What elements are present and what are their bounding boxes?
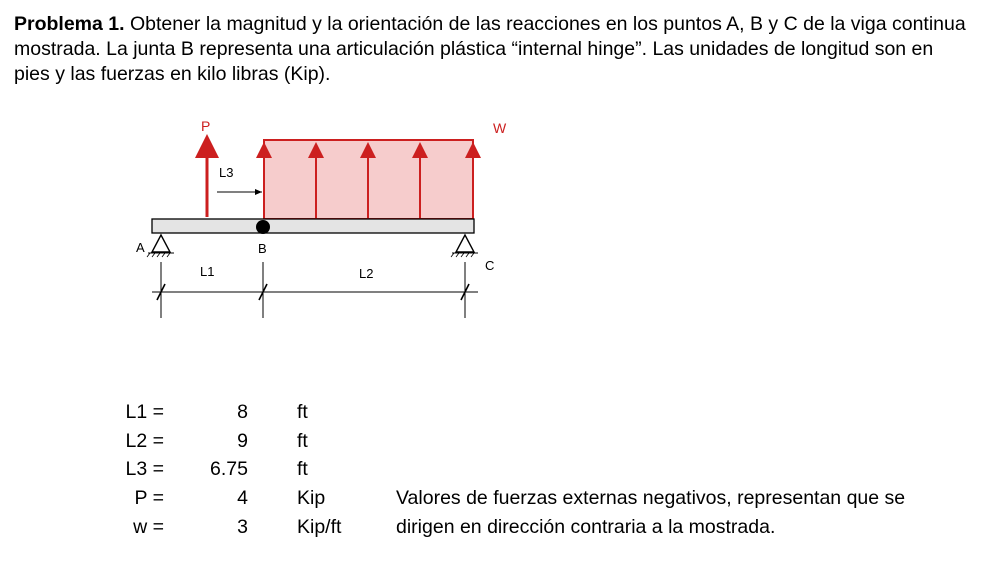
w-label: W [493, 120, 507, 136]
parameter-value: 9 [237, 430, 248, 452]
note-line-2: dirigen en dirección contraria a la mostrada. [396, 516, 776, 538]
parameter-label: w = [133, 516, 164, 538]
support-c-hatch [451, 253, 474, 257]
label-b: B [258, 241, 267, 256]
support-c-triangle [456, 235, 474, 252]
l2-label: L2 [359, 266, 374, 281]
l3-dimension [217, 165, 262, 195]
point-load [201, 118, 210, 217]
support-c [451, 235, 494, 273]
beam [152, 219, 474, 233]
problem-text: Obtener la magnitud y la orientación de las reacciones en los puntos A, B y C de la viga continua mostrada. La junta B representa una articulación plástica “internal hinge”. Las unidades de longitud son en pies y las fuerzas en kilo libras (Kip). [14, 13, 966, 85]
problem-heading: Problema 1. [14, 13, 125, 35]
parameter-label: L3 = [125, 458, 164, 480]
l3-label: L3 [219, 165, 234, 180]
p-label: P [201, 118, 211, 134]
support-a [136, 235, 174, 257]
parameter-value: 6.75 [210, 458, 248, 480]
parameter-unit: Kip/ft [297, 516, 342, 538]
parameter-label: L2 = [125, 430, 164, 452]
parameter-label: L1 = [125, 401, 164, 423]
parameter-unit: ft [297, 458, 308, 480]
parameter-value: 4 [237, 487, 248, 509]
label-a: A [136, 240, 145, 255]
parameter-unit: Kip [297, 487, 326, 509]
distributed-load [264, 120, 507, 219]
parameter-label: P = [134, 487, 164, 509]
l1-label: L1 [200, 264, 215, 279]
parameter-value: 8 [237, 401, 248, 423]
parameter-value: 3 [237, 516, 248, 538]
sign-convention-note [396, 484, 905, 542]
support-a-triangle [152, 235, 170, 252]
span-dimensions [152, 262, 478, 318]
label-c: C [485, 258, 495, 273]
parameter-unit: ft [297, 430, 308, 452]
note-line-1: Valores de fuerzas externas negativos, representan que se [396, 487, 906, 509]
hinge-b [256, 220, 270, 234]
l3-dimension-arrowhead [255, 189, 262, 195]
support-a-hatch [147, 253, 170, 257]
parameter-unit: ft [297, 401, 308, 423]
